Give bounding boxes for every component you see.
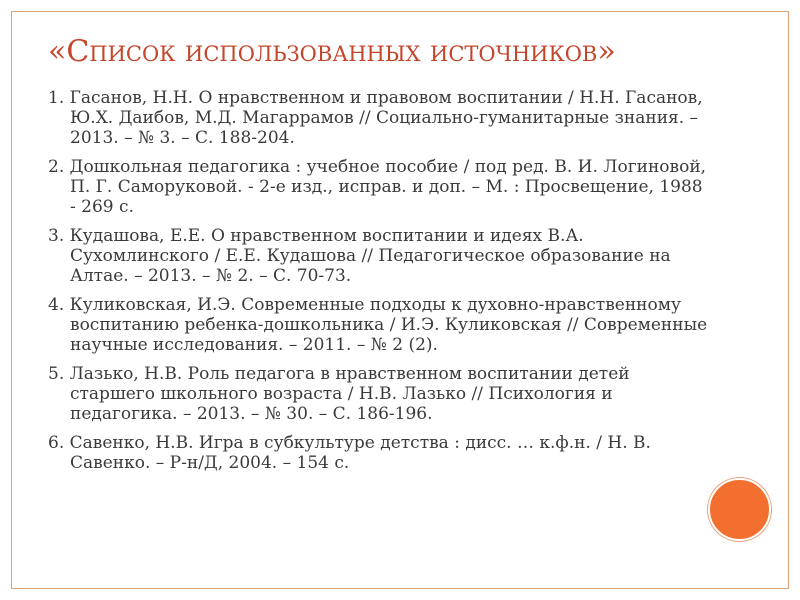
reference-item-4: 4. Куликовская, И.Э. Современные подходы к духовно-нравственному воспитанию ребенка-дошкольника / И.Э. Куликовская // Современные научные исследования. – 2011. – № 2 (2).: [48, 295, 708, 355]
reference-item-5: 5. Лазько, Н.В. Роль педагога в нравственном воспитании детей старшего школьного возраста / Н.В. Лазько // Психология и педагогика. – 2013. – № 30. – С. 186-196.: [48, 364, 630, 424]
slide-title: «Список использованных источников»: [48, 34, 616, 69]
reference-item-3: 3. Кудашова, Е.Е. О нравственном воспитании и идеях В.А. Сухомлинского / Е.Е. Кудашова // Педагогическое образование на Алтае. – 2013. – № 2. – С. 70-73.: [48, 226, 671, 286]
decorative-circle-icon: [708, 478, 771, 541]
reference-list: [48, 88, 708, 482]
reference-item-1: 1. Гасанов, Н.Н. О нравственном и правовом воспитании / Н.Н. Гасанов, Ю.Х. Даибов, М.Д. Магаррамов // Социально-гуманитарные знания. – 2013. – № 3. – С. 188-204.: [48, 88, 703, 148]
reference-item-2: 2. Дошкольная педагогика : учебное пособие / под ред. В. И. Логиновой, П. Г. Саморуковой. - 2-е изд., исправ. и доп. – М. : Просвещение, 1988 - 269 с.: [48, 157, 707, 217]
reference-item-6: 6. Савенко, Н.В. Игра в субкультуре детства : дисс. … к.ф.н. / Н. В. Савенко. – Р-н/Д, 2004. – 154 с.: [48, 433, 651, 473]
